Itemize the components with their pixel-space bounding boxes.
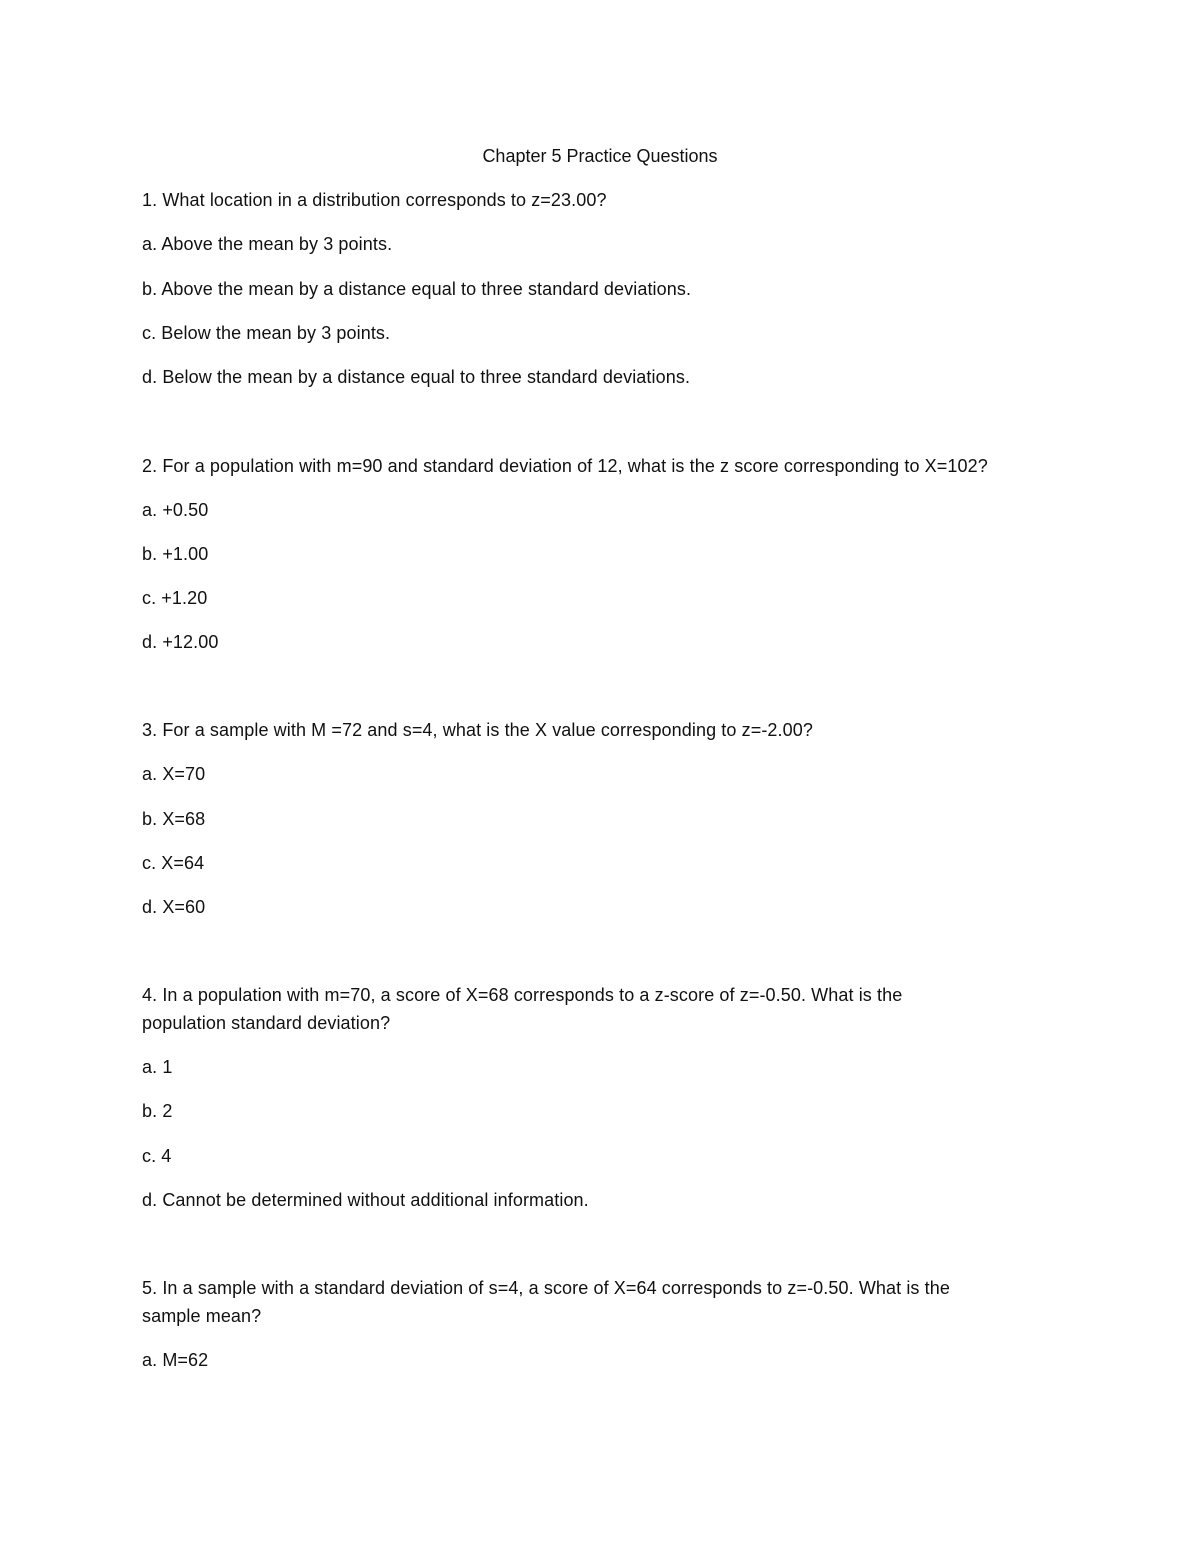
question-1-option-b: b. Above the mean by a distance equal to three standard deviations. [142, 279, 692, 299]
page-title: Chapter 5 Practice Questions [482, 146, 718, 166]
question-1-option-a: a. Above the mean by 3 points. [142, 234, 393, 254]
question-4-option-d: d. Cannot be determined without additional information. [142, 1190, 589, 1210]
question-5-prompt-line-2: sample mean? [142, 1306, 262, 1326]
question-2-option-b: b. +1.00 [142, 544, 209, 564]
question-5-prompt-line-1: 5. In a sample with a standard deviation of s=4, a score of X=64 corresponds to z=-0.50. What is the [142, 1278, 950, 1298]
question-5-option-a: a. M=62 [142, 1350, 209, 1370]
question-2-option-c: c. +1.20 [142, 588, 208, 608]
question-4-option-a: a. 1 [142, 1057, 173, 1077]
question-2-option-a: a. +0.50 [142, 500, 209, 520]
question-3-option-b: b. X=68 [142, 809, 206, 829]
question-4-option-b: b. 2 [142, 1101, 173, 1121]
question-4-prompt-line-2: population standard deviation? [142, 1013, 391, 1033]
question-3-option-d: d. X=60 [142, 897, 206, 917]
question-3-option-a: a. X=70 [142, 764, 206, 784]
question-4-option-c: c. 4 [142, 1146, 172, 1166]
question-2-option-d: d. +12.00 [142, 632, 219, 652]
question-1-prompt: 1. What location in a distribution corresponds to z=23.00? [142, 190, 607, 210]
question-3-prompt: 3. For a sample with M =72 and s=4, what is the X value corresponding to z=-2.00? [142, 720, 813, 740]
question-4-prompt-line-1: 4. In a population with m=70, a score of X=68 corresponds to a z-score of z=-0.50. What is the [142, 985, 903, 1005]
question-1-option-d: d. Below the mean by a distance equal to three standard deviations. [142, 367, 691, 387]
question-1-option-c: c. Below the mean by 3 points. [142, 323, 391, 343]
question-3-option-c: c. X=64 [142, 853, 205, 873]
question-2-prompt: 2. For a population with m=90 and standard deviation of 12, what is the z score corresponding to X=102? [142, 456, 988, 476]
